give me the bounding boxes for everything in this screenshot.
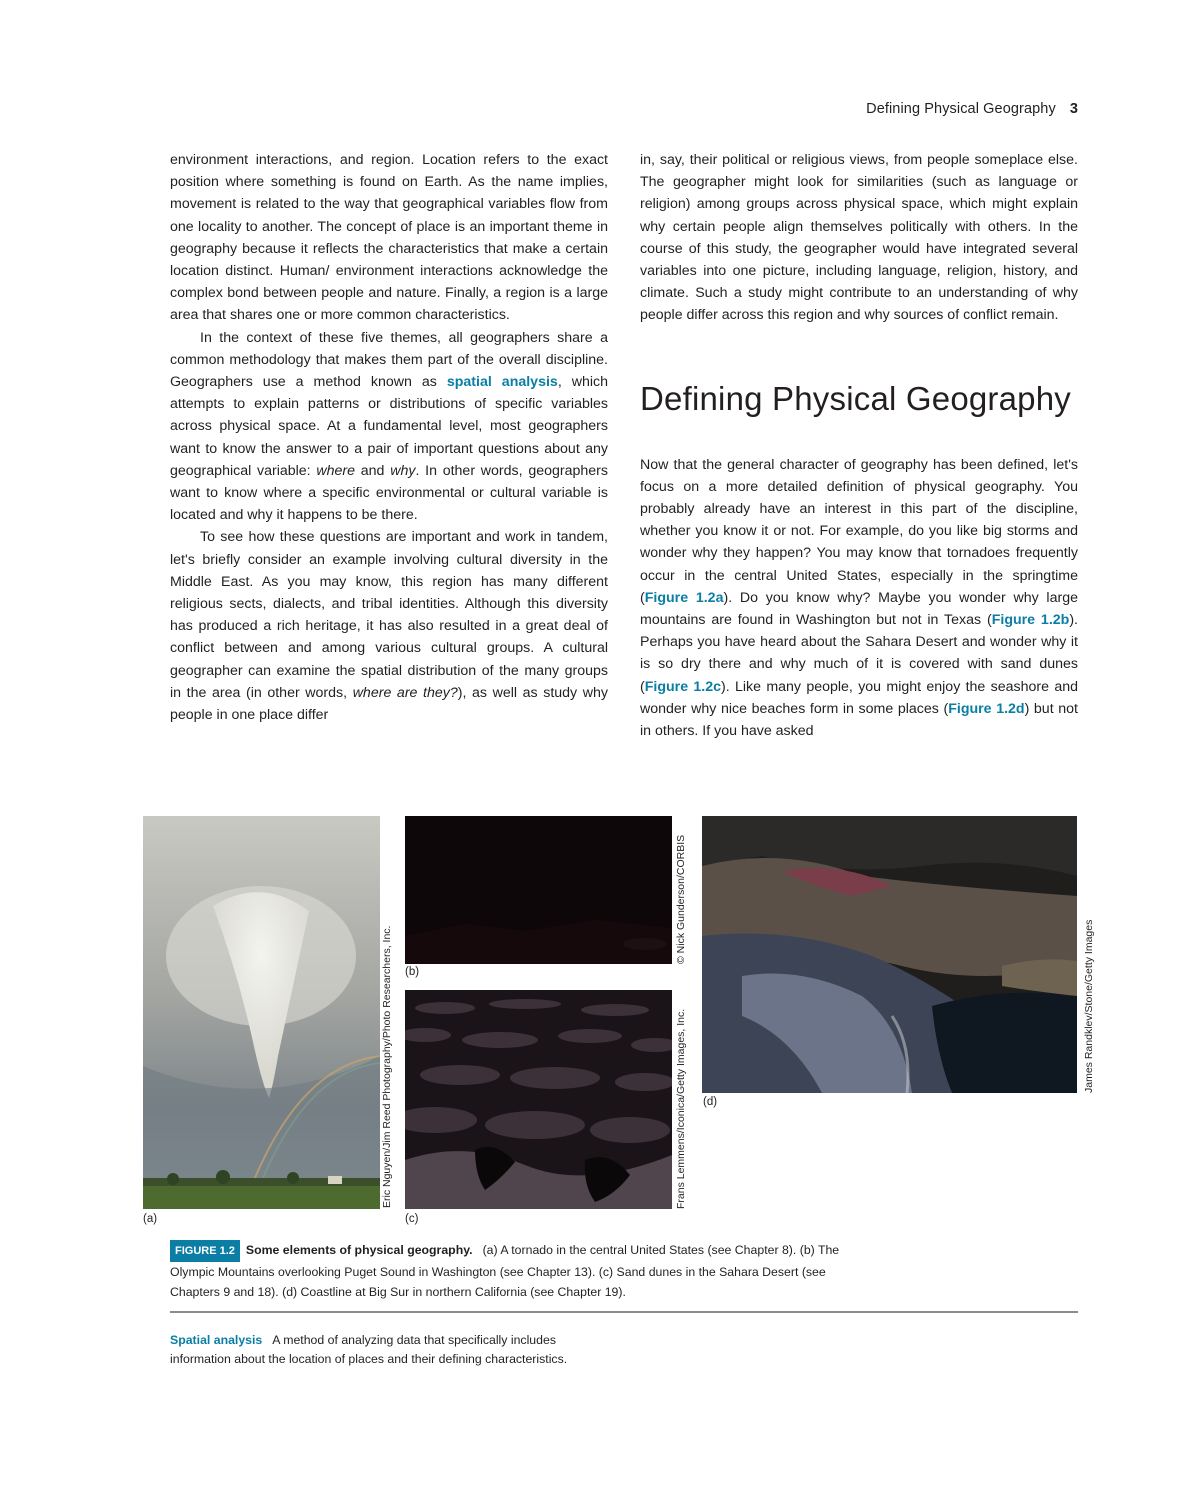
caption-text: (a) A tornado in the central United States (see Chapter 8). (b) The Olympic Mountains overlooking Puget Sound in Washington (see Chapter 13). (c) Sand dunes in the Sahara Desert (see Chapters 9 and 18). (d) Coastline at Big Sur in northern California (see Chapter 19).: [170, 1243, 840, 1299]
photo-mountains: [405, 816, 672, 964]
figure-label-c: (c): [405, 1213, 419, 1225]
paragraph: environment interactions, and region. Location refers to the exact position where something is found on Earth. As the name implies, movement is related to the way that geographical variables flow from one locality to another. The concept of place is an important theme in geography because it reflects the characteristics that make a certain location distinct. Human/ environment interactions acknowledge the complex bond between people and nature. Finally, a region is a large area that shares one or more common characteristics.: [170, 152, 608, 324]
figure-caption: [170, 1240, 850, 1302]
running-title: Defining Physical Geography: [866, 101, 1056, 117]
caption-title: Some elements of physical geography.: [245, 1243, 473, 1257]
photo-credit: Eric Nguyen/Jim Reed Photography/Photo Researchers, Inc.: [381, 925, 393, 1208]
figure-label-a: (a): [143, 1213, 158, 1225]
figure-ref-link[interactable]: Figure 1.2a: [644, 589, 724, 606]
glossary-entry: [170, 1331, 610, 1368]
right-column: [640, 149, 1078, 742]
section-heading: Defining Physical Geography: [640, 379, 1071, 417]
paragraph: in, say, their political or religious views, from people someplace else. The geographer might look for similarities (such as language or religion) among groups across physical space, which might explain why certain people align themselves politically with others. In the course of this study, the geographer would have integrated several variables into one picture, including language, religion, history, and climate. Such a study might contribute to an understanding of why people differ across this region and why sources of conflict remain.: [640, 152, 1078, 324]
photo-sand-dunes: [405, 990, 672, 1209]
figure-tag: FIGURE 1.2: [170, 1240, 240, 1262]
photo-credit: Frans Lemmens/Iconica/Getty Images, Inc.: [675, 1008, 687, 1209]
figure-label-b: (b): [405, 966, 420, 978]
figure-ref-link[interactable]: Figure 1.2c: [644, 678, 722, 695]
figure-ref-link[interactable]: Figure 1.2b: [991, 612, 1070, 629]
photo-tornado: [143, 816, 380, 1209]
paragraph: In the context of these five themes, all geographers share a common methodology that makes them part of the overall discipline. Geographers use a method known as spatial analysis, which attempts to explain patterns or distributions of specific variables across physical space. At a fundamental level, most geographers want to know the answer to a pair of important questions about any geographical variable: where and why. In other words, geographers want to know where a specific environmental or cultural variable is located and why it happens to be there.: [170, 329, 609, 524]
figure-label-d: (d): [703, 1096, 718, 1108]
photo-credit: James Randklev/Stone/Getty Images: [1083, 919, 1095, 1093]
photo-credit: © Nick Gunderson/CORBIS: [675, 834, 687, 964]
running-head: [866, 101, 1078, 117]
divider: [170, 1311, 1078, 1313]
glossary-definition: A method of analyzing data that specifically includes information about the location of places and their defining characteristics.: [170, 1333, 568, 1366]
figure-ref-link[interactable]: Figure 1.2d: [948, 700, 1025, 717]
left-column: [170, 149, 608, 726]
paragraph: Now that the general character of geography has been defined, let's focus on a more detailed definition of physical geography. You probably already have an interest in this part of the discipline, whether you know it or not. For example, do you like big storms and wonder why they happen? You may know that tornadoes frequently occur in the central United States, especially in the springtime (Figure 1.2a). Do you know why? Maybe you wonder why large mountains are found in Washington but not in Texas (Figure 1.2b). Perhaps you have heard about the Sahara Desert and wonder why it is so dry there and why much of it is covered with sand dunes (Figure 1.2c). Like many people, you might enjoy the seashore and wonder why nice beaches form in some places (Figure 1.2d) but not in others. If you have asked: [640, 456, 1078, 740]
glossary-term: Spatial analysis: [170, 1333, 263, 1347]
paragraph: To see how these questions are important and work in tandem, let's briefly consider an example involving cultural diversity in the Middle East. As you may know, this region has many different religious sects, dialects, and tribal identities. Although this diversity has produced a rich heritage, it has also resulted in a great deal of conflict between and among various cultural groups. A cultural geographer can examine the spatial distribution of the many groups in the area (in other words, where are they?), as well as study why people in one place differ: [170, 529, 608, 724]
key-term-link[interactable]: spatial analysis: [446, 374, 558, 391]
page-number: 3: [1069, 101, 1078, 117]
photo-coastline: [702, 816, 1077, 1093]
